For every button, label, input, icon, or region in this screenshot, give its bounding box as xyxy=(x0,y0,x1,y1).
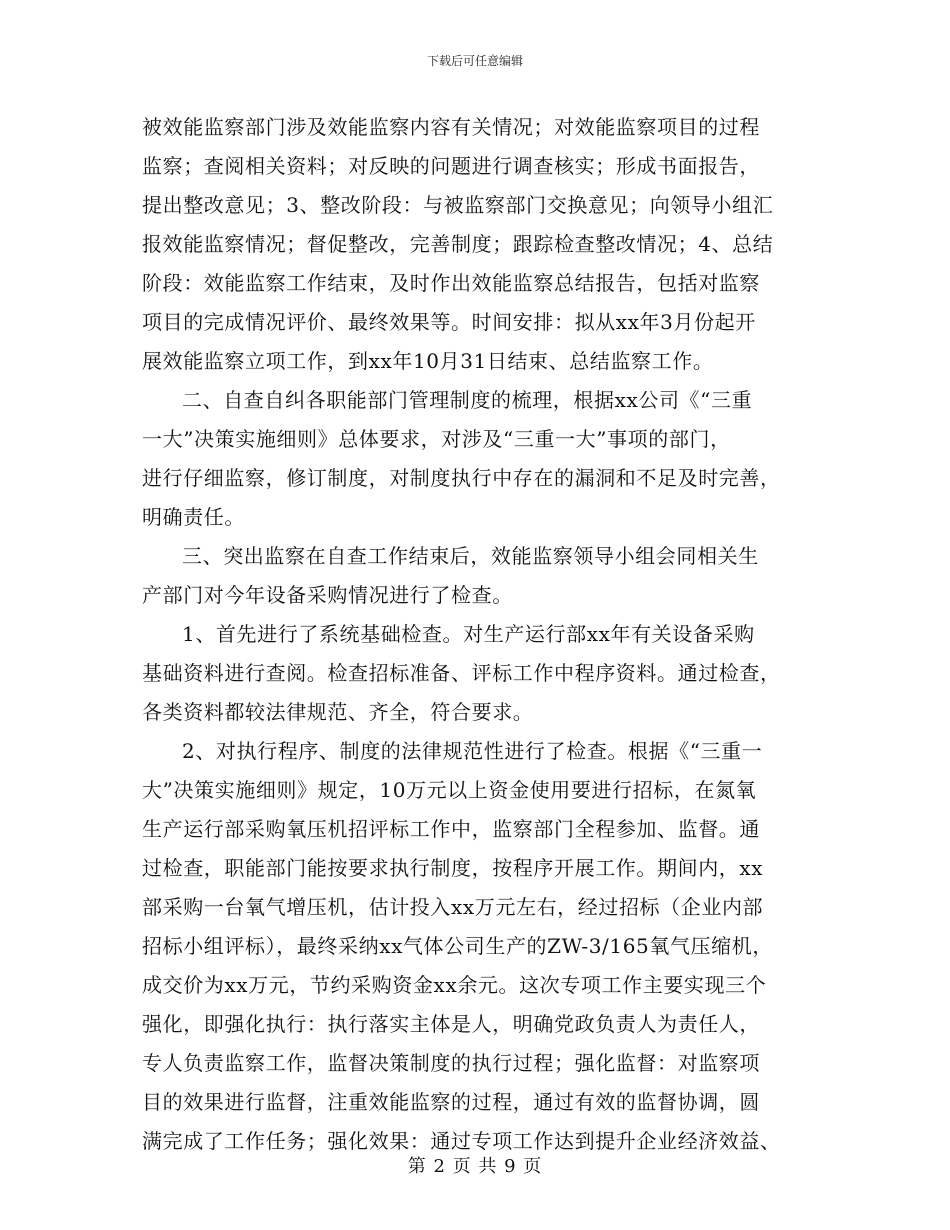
body-line: 满完成了工作任务；强化效果：通过专项工作达到提升企业经济效益、 xyxy=(142,1129,781,1153)
body-line: 提出整改意见；3、整改阶段：与被监察部门交换意见；向领导小组汇 xyxy=(142,193,774,217)
body-line: 阶段：效能监察工作结束，及时作出效能监察总结报告，包括对监察 xyxy=(142,271,760,295)
body-line: 明确责任。 xyxy=(142,505,245,529)
paragraph-start-line: 1、首先进行了系统基础检查。对生产运行部xx年有关设备采购 xyxy=(182,622,755,646)
body-line: 专人负责监察工作，监督决策制度的执行过程；强化监督：对监察项 xyxy=(142,1051,760,1075)
body-line: 进行仔细监察，修订制度，对制度执行中存在的漏洞和不足及时完善， xyxy=(142,466,781,490)
body-line: 部采购一台氧气增压机，估计投入xx万元左右，经过招标（企业内部 xyxy=(142,895,764,919)
paragraph-start-line: 三、突出监察在自查工作结束后，效能监察领导小组会同相关生 xyxy=(182,544,759,568)
body-line: 展效能监察立项工作，到xx年10月31日结束、总结监察工作。 xyxy=(142,349,714,373)
body-line: 产部门对今年设备采购情况进行了检查。 xyxy=(142,583,513,607)
body-line: 生产运行部采购氧压机招评标工作中，监察部门全程参加、监督。通 xyxy=(142,817,760,841)
page-number-footer: 第 2 页 共 9 页 xyxy=(407,1156,543,1177)
body-line: 大”决策实施细则》规定，10万元以上资金使用要进行招标，在氮氧 xyxy=(142,778,757,802)
body-line: 一大”决策实施细则》总体要求，对涉及“三重一大”事项的部门， xyxy=(142,427,731,451)
page-header: 下载后可任意编辑 xyxy=(426,54,523,68)
body-line: 招标小组评标），最终采纳xx气体公司生产的ZW-3/165氧气压缩机， xyxy=(142,934,773,958)
paragraph-start-line: 二、自查自纠各职能部门管理制度的梳理，根据xx公司《“三重 xyxy=(182,388,753,412)
body-line: 基础资料进行查阅。检查招标准备、评标工作中程序资料。通过检查， xyxy=(142,661,781,685)
body-line: 报效能监察情况；督促整改，完善制度；跟踪检查整改情况；4、总结 xyxy=(142,232,774,256)
document-body xyxy=(142,108,808,1161)
body-line: 目的效果进行监督，注重效能监察的过程，通过有效的监督协调，圆 xyxy=(142,1090,760,1114)
body-line: 各类资料都较法律规范、齐全，符合要求。 xyxy=(142,700,534,724)
body-line: 被效能监察部门涉及效能监察内容有关情况；对效能监察项目的过程 xyxy=(142,115,760,139)
body-line: 强化，即强化执行：执行落实主体是人，明确党政负责人为责任人， xyxy=(142,1012,760,1036)
body-line: 成交价为xx万元，节约采购资金xx余元。这次专项工作主要实现三个 xyxy=(142,973,767,997)
body-line: 项目的完成情况评价、最终效果等。时间安排：拟从xx年3月份起开 xyxy=(142,310,756,334)
paragraph-start-line: 2、对执行程序、制度的法律规范性进行了检查。根据《“三重一 xyxy=(182,739,763,763)
body-line: 过检查，职能部门能按要求执行制度，按程序开展工作。期间内，xx xyxy=(142,856,764,880)
body-line: 监察；查阅相关资料；对反映的问题进行调查核实；形成书面报告， xyxy=(142,154,760,178)
